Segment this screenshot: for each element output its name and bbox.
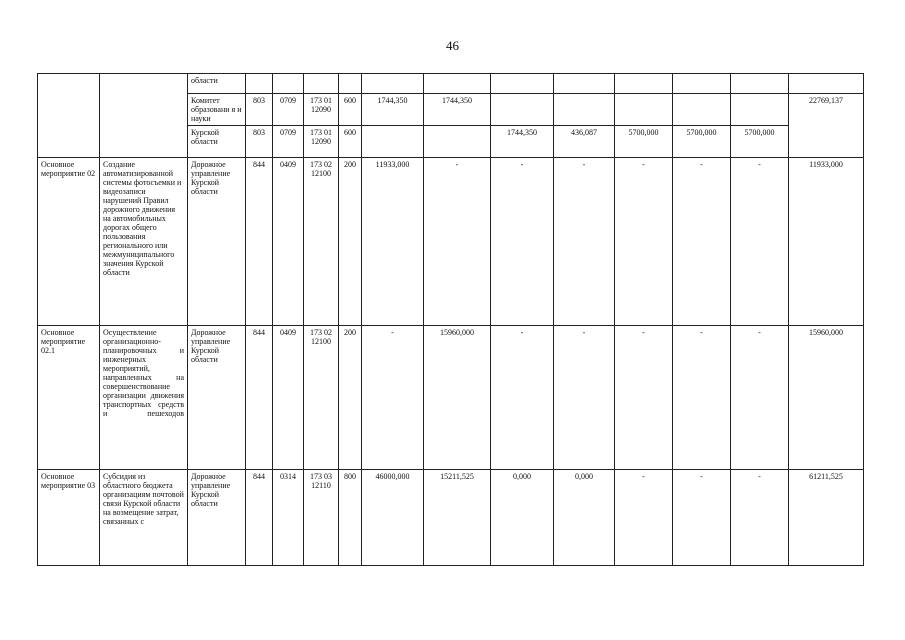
value-cell: 5700,000 — [731, 126, 789, 158]
table-row — [38, 158, 864, 326]
value-cell: - — [362, 326, 424, 470]
value-cell: - — [731, 158, 789, 326]
table-row — [38, 326, 864, 470]
vr-cell: 800 — [339, 470, 362, 566]
table-row — [38, 74, 864, 94]
value-cell: - — [424, 158, 491, 326]
name-cell: Создание автоматизированной системы фотосъемки и видеозаписи нарушений Правил дорожного движения на автомобильных дорогах общего пользования регионального или межмуниципального значения Курской области — [100, 158, 188, 326]
grbs-cell: 844 — [246, 470, 273, 566]
csr-cell: 173 02 12100 — [304, 326, 339, 470]
name-cell — [100, 74, 188, 158]
responsible-cell: Комитет образовани я и науки — [188, 94, 246, 126]
responsible-cell: Дорожное управление Курской области — [188, 158, 246, 326]
value-cell: 5700,000 — [673, 126, 731, 158]
status-cell: Основное мероприятие 02.1 — [38, 326, 100, 470]
status-cell: Основное мероприятие 02 — [38, 158, 100, 326]
rzpr-cell: 0314 — [273, 470, 304, 566]
csr-cell: 173 01 12090 — [304, 94, 339, 126]
value-cell: - — [731, 470, 789, 566]
value-cell: - — [673, 470, 731, 566]
value-cell: - — [554, 326, 615, 470]
name-cell: Субсидия из областного бюджета организациям почтовой связи Курской области на возмещение затрат, связанных с — [100, 470, 188, 566]
value-cell: 1744,350 — [424, 94, 491, 126]
vr-cell: 600 — [339, 94, 362, 126]
page-number: 46 — [446, 38, 459, 53]
vr-cell: 200 — [339, 326, 362, 470]
value-cell: 0,000 — [491, 470, 554, 566]
value-cell: - — [554, 158, 615, 326]
responsible-cell: Дорожное управление Курской области — [188, 470, 246, 566]
total-cell: 15960,000 — [789, 326, 864, 470]
total-cell: 11933,000 — [789, 158, 864, 326]
grbs-cell: 844 — [246, 326, 273, 470]
responsible-cell: Дорожное управление Курской области — [188, 326, 246, 470]
table-row — [38, 470, 864, 566]
rzpr-cell: 0409 — [273, 326, 304, 470]
status-cell — [38, 74, 100, 158]
total-cell: 61211,525 — [789, 470, 864, 566]
rzpr-cell: 0709 — [273, 94, 304, 126]
responsible-cell: Курской области — [188, 126, 246, 158]
value-cell: 1744,350 — [491, 126, 554, 158]
value-cell: - — [615, 158, 673, 326]
status-cell: Основное мероприятие 03 — [38, 470, 100, 566]
csr-cell: 173 02 12100 — [304, 158, 339, 326]
grbs-cell: 803 — [246, 126, 273, 158]
rzpr-cell: 0409 — [273, 158, 304, 326]
value-cell: - — [673, 158, 731, 326]
responsible-cell: области — [188, 74, 246, 94]
value-cell: 0,000 — [554, 470, 615, 566]
value-cell: 436,087 — [554, 126, 615, 158]
csr-cell: 173 01 12090 — [304, 126, 339, 158]
grbs-cell: 803 — [246, 94, 273, 126]
value-cell: - — [673, 326, 731, 470]
value-cell: 15211,525 — [424, 470, 491, 566]
value-cell: 5700,000 — [615, 126, 673, 158]
rzpr-cell: 0709 — [273, 126, 304, 158]
name-cell: Осуществление организационно-планировочных и инженерных мероприятий, направленных на совершенствование организации движения транспортных средств и пешеходов — [100, 326, 188, 470]
csr-cell: 173 03 12110 — [304, 470, 339, 566]
value-cell: 1744,350 — [362, 94, 424, 126]
value-cell: - — [615, 326, 673, 470]
value-cell: - — [615, 470, 673, 566]
value-cell: 46000,000 — [362, 470, 424, 566]
value-cell: 11933,000 — [362, 158, 424, 326]
total-cell: 22769,137 — [789, 94, 864, 158]
grbs-cell: 844 — [246, 158, 273, 326]
budget-table — [37, 73, 864, 566]
value-cell: - — [491, 326, 554, 470]
value-cell: - — [491, 158, 554, 326]
vr-cell: 200 — [339, 158, 362, 326]
value-cell: - — [731, 326, 789, 470]
vr-cell: 600 — [339, 126, 362, 158]
value-cell: 15960,000 — [424, 326, 491, 470]
